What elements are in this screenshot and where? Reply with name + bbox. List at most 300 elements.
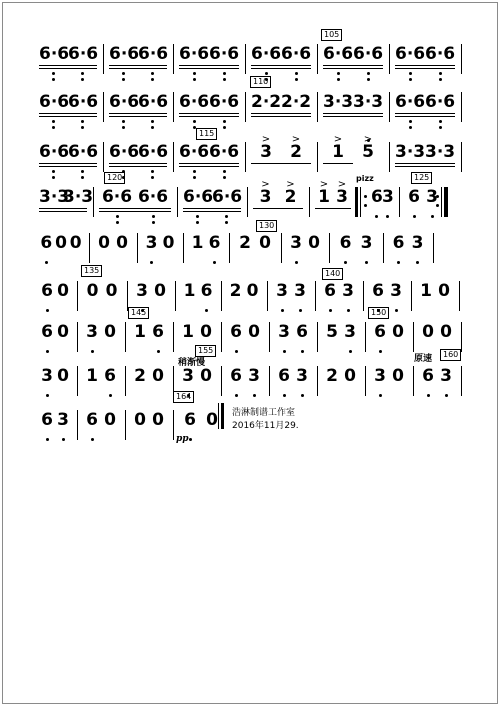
note-digits: 6: [184, 410, 196, 430]
note: [179, 366, 197, 386]
barline: [309, 187, 310, 217]
note: [55, 410, 71, 430]
note-digits: 1: [191, 233, 204, 253]
note: [323, 322, 341, 342]
octave-dot: [151, 176, 154, 179]
beam: [39, 68, 68, 69]
note: [255, 233, 275, 253]
note-digits: 3·3: [353, 92, 384, 112]
note-digits: 0: [152, 410, 164, 430]
beam: [281, 68, 311, 69]
note: [209, 142, 239, 162]
octave-dot: [122, 72, 125, 75]
beam: [323, 113, 353, 114]
note: [245, 366, 263, 386]
note: [83, 410, 101, 430]
note: [227, 366, 245, 386]
note-digits: 6·6: [395, 92, 426, 112]
note-digits: 2: [290, 142, 302, 162]
beam: [353, 68, 383, 69]
note: [371, 366, 389, 386]
note-digits: 6: [40, 233, 53, 253]
note-digits: 3: [145, 233, 158, 253]
octave-dot: [439, 78, 442, 81]
octave-dot: [283, 350, 286, 353]
rehearsal-mark-164: 164: [173, 391, 194, 403]
beam: [39, 166, 68, 167]
measure: [317, 360, 365, 410]
beam: [179, 113, 209, 114]
score-line: [33, 38, 465, 88]
note: [251, 44, 281, 64]
note-digits: 2: [284, 187, 297, 207]
note-digits: 6: [104, 366, 116, 386]
octave-dot: [81, 170, 84, 173]
rehearsal-mark-135: 135: [81, 265, 102, 277]
note: [151, 281, 169, 301]
note-digits: 6: [392, 233, 405, 253]
note: [39, 44, 68, 64]
octave-dot: [45, 261, 48, 264]
note: [371, 187, 382, 207]
note-digits: 0: [259, 233, 271, 253]
beam: [39, 208, 63, 209]
octave-dot: [151, 78, 154, 81]
note-digits: 6: [372, 281, 384, 301]
note: [197, 322, 215, 342]
barline: [103, 92, 104, 122]
note: [244, 281, 261, 301]
octave-dot: [235, 350, 238, 353]
note-digits: 1: [86, 366, 98, 386]
note: [179, 44, 209, 64]
beam: [138, 65, 167, 66]
barline: [317, 322, 318, 352]
barline: [317, 366, 318, 396]
note-digits: 6·6: [109, 142, 140, 162]
note-digits: 6·6: [425, 92, 456, 112]
beam: [109, 65, 138, 66]
note: [101, 366, 119, 386]
octave-dot: [379, 350, 382, 353]
octave-dot: [413, 215, 416, 218]
note-digits: 3: [278, 322, 290, 342]
measure: [221, 360, 269, 410]
note-digits: 3·3: [395, 142, 426, 162]
note: [281, 92, 311, 112]
credit-studio: 浩淋制谱工作室: [232, 408, 296, 418]
octave-dot: [409, 72, 412, 75]
measure: [389, 86, 461, 136]
octave-dot: [439, 126, 442, 129]
note-digits: 6: [200, 281, 213, 301]
barline: [173, 142, 174, 172]
note-digits: 1: [183, 281, 196, 301]
barline: [317, 44, 318, 74]
note: [417, 281, 435, 301]
note-digits: 1: [332, 142, 344, 162]
octave-dot: [81, 126, 84, 129]
octave-dot: [152, 215, 155, 218]
octave-dot: [52, 120, 55, 123]
note-digits: 3: [296, 366, 308, 386]
barline: [77, 281, 78, 311]
measure: [399, 181, 447, 231]
beam: [281, 65, 311, 66]
octave-dot: [193, 176, 196, 179]
note: [143, 233, 160, 253]
barline: [137, 233, 138, 263]
note: [323, 92, 353, 112]
octave-dot: [46, 309, 49, 312]
octave-dot: [225, 221, 228, 224]
note-digits: 3·3: [323, 92, 354, 112]
note: [389, 366, 407, 386]
measure: [383, 227, 433, 277]
beam: [395, 163, 425, 164]
note: [405, 187, 423, 207]
note-digits: 6: [41, 281, 53, 301]
note: [305, 233, 323, 253]
score-line: [33, 316, 465, 366]
octave-dot: [81, 176, 84, 179]
measure-end: [447, 181, 449, 231]
note: [387, 281, 405, 301]
barline: [269, 366, 270, 396]
note-digits: 6·6: [179, 92, 210, 112]
note: [138, 92, 167, 112]
octave-dot: [196, 215, 199, 218]
beam: [109, 68, 138, 69]
beam: [425, 68, 455, 69]
beam: [179, 65, 209, 66]
note: [341, 322, 359, 342]
octave-dot: [157, 350, 160, 353]
barline: [317, 142, 318, 172]
beam: [68, 166, 97, 167]
barline: [77, 366, 78, 396]
octave-dot: [367, 72, 370, 75]
accent-mark: >: [333, 134, 343, 145]
note-digits: 6: [374, 322, 386, 342]
measure: [413, 360, 461, 410]
note-digits: 6: [208, 233, 221, 253]
barline: [461, 142, 462, 172]
barline: [245, 92, 246, 122]
barline: [183, 233, 184, 263]
beam: [39, 163, 68, 164]
note: [227, 281, 244, 301]
note-digits: 6·6: [425, 44, 456, 64]
octave-dot: [439, 72, 442, 75]
beam: [251, 113, 281, 114]
note-digits: 2·2: [281, 92, 312, 112]
note: [281, 134, 311, 162]
note: [293, 366, 311, 386]
octave-dot: [235, 394, 238, 397]
note-digits: 6: [230, 366, 242, 386]
beam: [39, 65, 68, 66]
rehearsal-mark-120: 120: [104, 172, 125, 184]
note-digits: 3: [182, 366, 194, 386]
measure: [245, 86, 317, 136]
rehearsal-mark-155: 155: [195, 345, 216, 357]
credit-date: 2016年11月29.: [232, 421, 299, 431]
beam: [138, 116, 167, 117]
note: [315, 179, 333, 207]
octave-dot: [409, 126, 412, 129]
barline: [269, 322, 270, 352]
note: [408, 233, 427, 253]
note: [356, 233, 377, 253]
measure: [365, 316, 413, 366]
note: [55, 281, 71, 301]
barline: [173, 322, 174, 352]
measure: [137, 227, 183, 277]
barline: [173, 44, 174, 74]
note: [227, 322, 245, 342]
note: [395, 142, 425, 162]
note: [101, 410, 119, 430]
note: [395, 44, 425, 64]
note-digits: 6·6: [353, 44, 384, 64]
note: [39, 410, 55, 430]
octave-dot: [299, 309, 302, 312]
octave-dot: [223, 176, 226, 179]
beam: [281, 116, 311, 117]
note-digits: 3: [440, 366, 452, 386]
note: [425, 92, 455, 112]
barline: [413, 322, 414, 352]
octave-dot: [223, 170, 226, 173]
note: [109, 142, 138, 162]
note-digits: 6: [324, 281, 336, 301]
note: [333, 179, 351, 207]
barline: [281, 233, 282, 263]
note-digits: 0: [69, 233, 82, 253]
octave-dot: [223, 72, 226, 75]
note-digits: 6: [41, 322, 53, 342]
note-digits: 6·6: [39, 142, 70, 162]
note-digits: 0: [105, 281, 118, 301]
beam: [135, 208, 171, 209]
note: [425, 142, 455, 162]
octave-dot: [52, 126, 55, 129]
note: [183, 187, 212, 207]
note-digits: 0: [308, 233, 320, 253]
note: [341, 366, 359, 386]
note: [419, 366, 437, 386]
beam: [39, 113, 68, 114]
beam: [183, 208, 212, 209]
note: [54, 233, 69, 253]
rehearsal-mark-125: 125: [411, 172, 432, 184]
note-digits: 3: [260, 142, 272, 162]
note-digits: 6: [86, 410, 98, 430]
beam: [251, 68, 281, 69]
barline: [389, 92, 390, 122]
beam: [68, 116, 97, 117]
measure: [317, 86, 389, 136]
note-digits: 0: [206, 410, 218, 430]
measure: [33, 38, 103, 88]
note-digits: 3: [136, 281, 148, 301]
octave-dot: [344, 261, 347, 264]
octave-dot: [386, 215, 389, 218]
barline: [389, 142, 390, 172]
octave-dot: [193, 72, 196, 75]
beam: [68, 68, 97, 69]
note-digits: 0: [57, 322, 69, 342]
measure: [125, 404, 173, 454]
beam: [179, 163, 209, 164]
note: [437, 322, 455, 342]
note: [149, 322, 167, 342]
note: [321, 281, 339, 301]
measure: [269, 316, 317, 366]
beam: [425, 166, 455, 167]
beam: [99, 208, 135, 209]
note: [63, 187, 94, 207]
barline: [93, 187, 94, 217]
note: [423, 187, 441, 207]
measure: [125, 316, 173, 366]
barline: [221, 322, 222, 352]
barline: [459, 281, 460, 311]
beam: [315, 208, 333, 209]
note: [212, 187, 241, 207]
note-digits: 6: [422, 366, 434, 386]
barline: [77, 322, 78, 352]
octave-dot: [52, 176, 55, 179]
note-digits: 6·6: [138, 142, 169, 162]
note: [101, 322, 119, 342]
octave-dot: [416, 261, 419, 264]
octave-dot: [150, 261, 153, 264]
note-digits: 6·6: [179, 142, 210, 162]
octave-dot: [151, 72, 154, 75]
note-digits: 6·6: [179, 44, 210, 64]
note-digits: 6: [296, 322, 308, 342]
beam: [395, 116, 425, 117]
beam: [281, 163, 311, 164]
note: [353, 134, 383, 162]
note-digits: 3: [336, 187, 348, 207]
note-digits: 6·6: [209, 44, 240, 64]
note-digits: 6: [371, 187, 383, 207]
note-digits: 6: [41, 410, 53, 430]
note: [109, 92, 138, 112]
barline: [433, 233, 434, 263]
note-digits: 3: [390, 281, 402, 301]
note-digits: 1: [182, 322, 194, 342]
barline: [399, 187, 400, 217]
note: [55, 322, 71, 342]
note: [138, 142, 167, 162]
beam: [68, 65, 97, 66]
beam: [109, 113, 138, 114]
accent-mark: >: [261, 179, 270, 190]
beam: [425, 113, 455, 114]
note-digits: 0: [57, 281, 69, 301]
note-digits: 0: [422, 322, 434, 342]
beam: [212, 211, 241, 212]
octave-dot: [52, 170, 55, 173]
accent-mark: >: [337, 179, 347, 190]
measure: [33, 136, 103, 186]
note: [251, 92, 281, 112]
octave-dot: [52, 78, 55, 81]
note-digits: 0: [200, 366, 212, 386]
measure-end: [461, 86, 463, 136]
note: [160, 233, 177, 253]
note: [179, 322, 197, 342]
note: [235, 233, 255, 253]
octave-dot: [283, 394, 286, 397]
note: [323, 44, 353, 64]
barline: [461, 366, 462, 396]
beam: [63, 208, 87, 209]
note-digits: 2: [134, 366, 146, 386]
note-digits: 3: [57, 410, 69, 430]
measure: [77, 360, 125, 410]
beam: [179, 68, 209, 69]
beam: [138, 163, 167, 164]
barline: [173, 410, 174, 440]
octave-dot: [122, 120, 125, 123]
note-digits: 2·2: [251, 92, 282, 112]
note-digits: 3: [41, 366, 53, 386]
note: [149, 410, 167, 430]
octave-dot: [62, 438, 65, 441]
note: [102, 281, 121, 301]
note: [353, 44, 383, 64]
beam: [209, 116, 239, 117]
pianissimo-marking: pp: [176, 434, 189, 444]
note: [135, 187, 171, 207]
octave-dot: [337, 72, 340, 75]
measure: [177, 181, 247, 231]
note: [435, 281, 453, 301]
measure: [317, 38, 389, 88]
note-digits: 3: [342, 281, 354, 301]
note: [39, 233, 54, 253]
note: [382, 187, 393, 207]
octave-dot: [46, 394, 49, 397]
barline: [125, 322, 126, 352]
beam: [353, 116, 383, 117]
note-digits: 6·6: [281, 44, 312, 64]
octave-dot: [81, 72, 84, 75]
beam: [135, 211, 171, 212]
barline: [267, 281, 268, 311]
accent-mark: >: [319, 179, 329, 190]
note-digits: 1: [134, 322, 146, 342]
note-digits: 6·6: [209, 92, 240, 112]
octave-dot: [281, 309, 284, 312]
final-barline: [218, 403, 223, 429]
note-digits: 0: [344, 366, 356, 386]
note-digits: 0: [162, 233, 175, 253]
note-digits: 0: [86, 281, 99, 301]
octave-dot: [109, 394, 112, 397]
octave-dot: [379, 394, 382, 397]
octave-dot: [375, 215, 378, 218]
barline: [461, 92, 462, 122]
accent-mark: >: [291, 134, 301, 145]
barline: [245, 142, 246, 172]
note-digits: 6·6: [138, 44, 169, 64]
